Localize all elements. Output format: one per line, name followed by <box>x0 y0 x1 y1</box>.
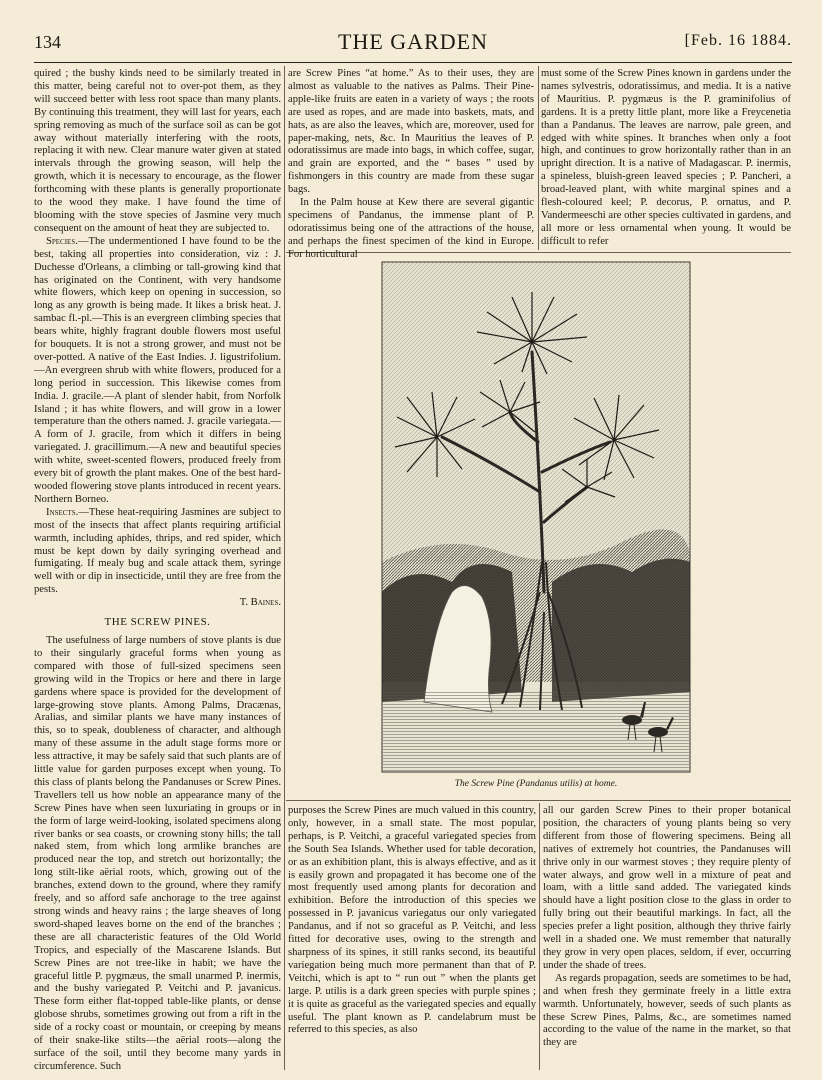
column-divider <box>538 66 539 250</box>
issue-date: [Feb. 16 1884. <box>684 32 792 49</box>
run-in-heading: Insects. <box>46 506 79 518</box>
column-divider <box>284 66 285 1070</box>
column-1 <box>34 68 281 1072</box>
header-rule <box>34 62 792 63</box>
column-2-bottom <box>288 805 536 1070</box>
author-signature: T. Baines. <box>239 597 281 609</box>
page-header <box>34 28 792 58</box>
column-3-top <box>541 68 791 248</box>
page-number: 134 <box>34 32 61 52</box>
column-2-top <box>288 68 534 260</box>
paragraph: all our garden Screw Pines to their proper botanical position, the characters of young plants being so very different from those of flowering specimens. Being all natives of extremely hot countries, the Pandanuses will thrive only in our warmest stoves ; they require plenty of water always, and grow well in a mixture of peat and loam, with a little sand added. The variegated kinds should have a light position close to the glass in order to fully bring out their beautiful markings. In fact, all the species prefer a light position, although they thrive fairly well in a shaded one. We must remember that naturally they grow in very open places, seldom, if ever, occurring under the shade of trees. <box>543 805 791 971</box>
paragraph: In the Palm house at Kew there are several gigantic specimens of Pandanus, the immense plant of P. odoratissimus being one of the attractions of the house, and perhaps the finest specimen of the kind in Europe. For horticultural <box>288 197 534 260</box>
paragraph: must some of the Screw Pines known in gardens under the names sylvestris, odoratissimus, and media. It is a native of Mauritius. P. pygmæus is the P. graminifolius of gardens. It is a pretty little plant, more like a Freycenetia than a Pandanus. The leaves are narrow, pale green, and edged with white spines. It branches when only a foot high, and continues to grow horizontally rather than in an upright direction. It is a native of Madagascar. P. inermis, a spineless, bluish-green leaved species ; P. Pancheri, a broad-leaved plant, with white marginal spines and a flesh-coloured keel; P. decorus, P. ornatus, and P. Vandermeeschi are other species cultivated in gardens, and all more or less ornamental when young. It would be difficult to refer <box>541 68 791 247</box>
paragraph: are Screw Pines “at home.” As to their uses, they are almost as valuable to the natives as Palms. Their Pine-apple-like fruits are eaten in a variety of ways ; the roots are used as ropes, and are made into baskets, mats, and hats, as are also the leaves, which are, moreover, used for paper-making, nets, &c. In Mauritius the leaves of P. odoratissimus are made into bags, in which coffee, sugar, and grain are exported, and the “ bases ” used by fishmongers in this country are made from these sugar bags. <box>288 68 534 196</box>
paragraph <box>34 236 281 507</box>
paragraph-text: —The undermentioned I have found to be the best, taking all properties into consideration, viz : J. Duchesse d'Orleans, a climbing or tall-growing kind that has originated on the Continent, with very handsome white flowers, which keep on opening in succession, so long as any growth is being made. It likes a brisk heat. J. sambac fl.-pl.—This is an evergreen climbing species that bears white, highly fragrant double flowers most useful for bouquets. It is not a strong grower, and must not be over-potted. A native of the East Indies. J. ligustrifolium.—An evergreen shrub with white flowers, produced for a long period in succession. This likewise comes from India. J. gracile.—A plant of slender habit, from Norfolk Island ; it has white flowers, and will grow in a lower temperature than the others named. J. gracile variegata.—A form of J. gracile, from which it differs in being variegated. J. gracillimum.—A new and beautiful species with white, sweet-scented flowers, produced freely from every bit of growth the plant makes. One of the best hard-wooded flowering stove plants introduced in recent years. Northern Borneo. <box>34 235 281 505</box>
paragraph: The usefulness of large numbers of stove plants is due to their singularly graceful forms when young as compared with those of full-sized specimens seen growing wild in the Tropics or here and there in large gardens where space is provided for the development of large-growing stove plants. Among Palms, Dracænas, Aralias, and similar plants we have many instances of this, so to speak, doubleness of character, and although many of these assume in the adult stage forms more or less attractive, it may be safely said that such plants are of little value for garden purposes except when young. To this class of plants belong the Pandanuses or Screw Pines. Travellers tell us how noble an appearance many of the Screw Pines have when seen luxuriating in groups or in the form of large weird-looking, isolated specimens along river banks or sea coasts, or crowning stony hills; the tall naked stem, from which long armlike branches are produced near the top, and stretch out horizontally; the long stilt-like aërial roots, which, growing out of the branches, extend down to the ground, where they ramify freely, and so afford safe anchorage to the tree against strong winds and heavy rains ; the large sheaves of long sword-shaped leaves borne on the end of the branches ; these are all characteristic features of the Old World Tropics, and especially of the Mascarene Islands. But Screw Pines are not tree-like in habit; we have the graceful little P. pygmæus, the small unarmed P. inermis, and the bushy variegated P. Veitchi and P. javanicus. These form either flat-topped table-like plants, or dense globose shrubs, sometimes growing out from a rift in the side of a rocky coast or mountain, or creeping by means of their snake-like stilts—the aërial roots—along the surface of the soil, until they become many yards in circumference. Such <box>34 634 281 1072</box>
figure-bottom-rule <box>286 800 791 801</box>
figure-caption: The Screw Pine (Pandanus utilis) at home. <box>454 779 618 789</box>
running-title: THE GARDEN <box>338 29 488 54</box>
screw-pine-engraving <box>382 262 690 772</box>
paragraph: quired ; the bushy kinds need to be similarly treated in this matter, being careful not to over-pot them, as they will succeed better with less root space than many plants. By continuing this treatment, they will last for years, each spring removing as much of the surface soil as can be got away without materially interfering with the roots, replacing it with new. Clear manure water given at stated intervals through the growing season, will help the growth, which it is necessary to encourage, as the flower forthcoming with these plants is generally proportionate to the wood they make. I have found the time of blooming with the stove species of Jasmine very much consequent on the amount of heat they are subjected to. <box>34 68 281 234</box>
section-title: THE SCREW PINES. <box>104 616 211 629</box>
column-3-bottom <box>543 805 791 1070</box>
paragraph: As regards propagation, seeds are sometimes to be had, and when fresh they germinate freely in a little extra warmth. Unfortunately, however, seeds of such plants as these Screw Pines, Palms, &c., are sometimes named according to the value of the name in the market, so that they are <box>543 972 791 1049</box>
paragraph <box>34 507 281 597</box>
paragraph: purposes the Screw Pines are much valued in this country, only, however, in a small state. The most popular, perhaps, is P. Veitchi, a graceful variegated species from the South Sea Islands. Whether used for table decoration, or as an exhibition plant, this is always effective, and as it is easily grown and propagated it has become one of the most frequently used among plants for decoration and exhibition. Before the introduction of this species we possessed in P. javanicus variegatus our only variegated Pandanus, and if not so graceful as P. Veitchi, and less fitted for decorative uses, owing to the strength and sharpness of its spines, it still ranks second, its beautiful variegation being much more permanent than that of P. Veitchi, which is apt to “ run out ” when the plants get large. P. utilis is a dark green species with purple spines ; it is quite as graceful as the variegated species and equally useful. The plant known as P. candelabrum must be referred to this species, as also <box>288 805 536 1036</box>
column-divider <box>539 803 540 1070</box>
paragraph-text: —These heat-requiring Jasmines are subject to most of the insects that affect plants requiring artificial warmth, including aphides, thrips, and red spider, which must be kept down by daily syringing overhead and fumigating. If mealy bug and scale attack them, syringe well with or dip in insecticide, until they are free from the pests. <box>34 506 281 596</box>
run-in-heading: Species. <box>46 235 78 247</box>
